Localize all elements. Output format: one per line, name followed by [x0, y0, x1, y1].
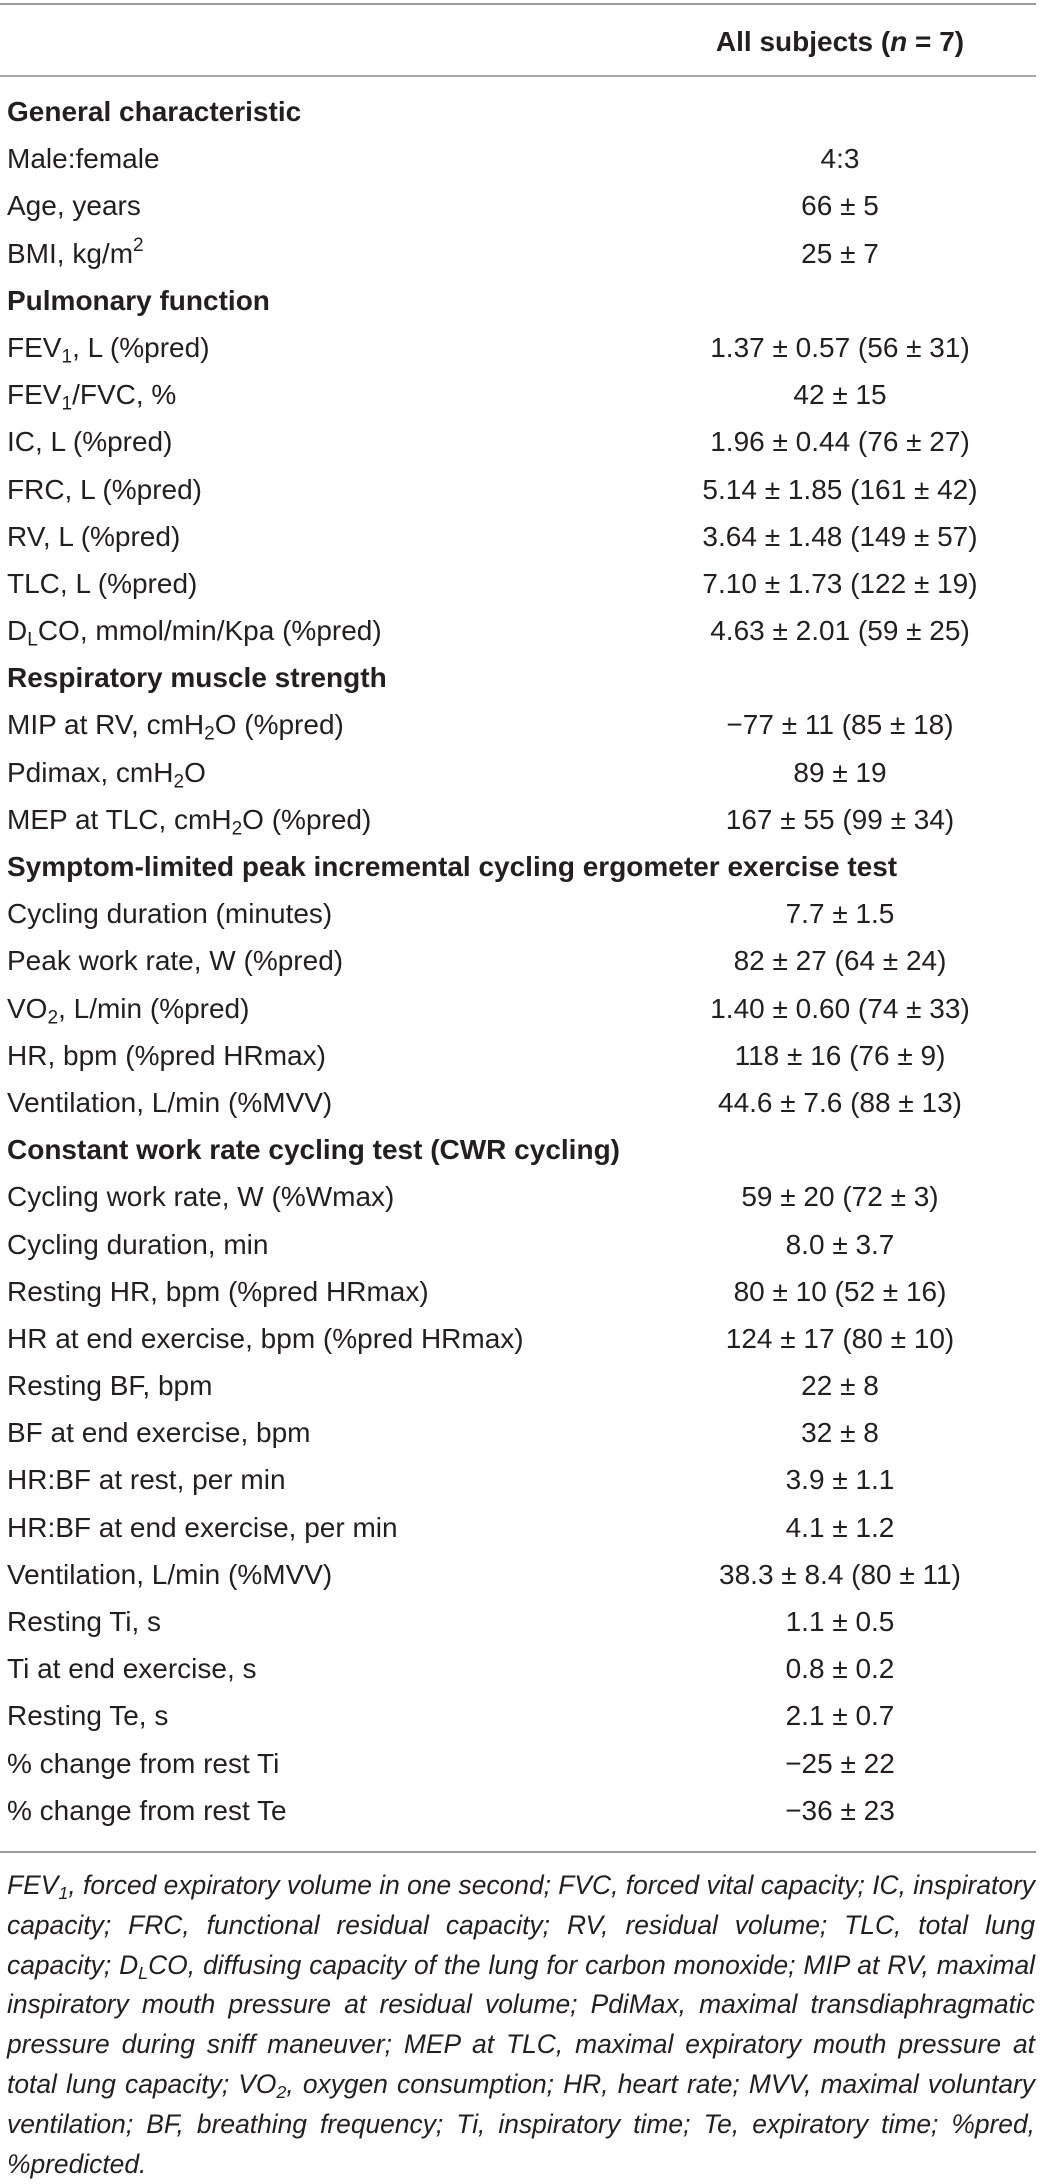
table-row	[0, 985, 1041, 1032]
section-title: Respiratory muscle strength	[7, 662, 387, 694]
row-label: Pdimax, cmH$_2$O	[7, 756, 206, 792]
row-label: Age, years	[7, 190, 141, 222]
table-row	[0, 1173, 1041, 1220]
table-row	[0, 230, 1041, 277]
row-label: FRC, L (%pred)	[7, 473, 203, 505]
table-row	[0, 1409, 1041, 1456]
row-value: −25 ± 22	[785, 1747, 895, 1779]
row-value: 0.8 ± 0.2	[785, 1653, 895, 1685]
row-value: 1.96 ± 0.44 (76 ± 27)	[710, 426, 970, 458]
table-row	[0, 1598, 1041, 1645]
table-row	[0, 182, 1041, 229]
row-value: 7.7 ± 1.5	[785, 898, 895, 930]
row-value: 167 ± 55 (99 ± 34)	[725, 803, 955, 835]
table-row	[0, 1787, 1041, 1834]
row-label: BF at end exercise, bpm	[7, 1417, 311, 1449]
row-label: Resting HR, bpm (%pred HRmax)	[7, 1275, 429, 1307]
row-label: HR:BF at rest, per min	[7, 1464, 286, 1496]
table-row	[0, 418, 1041, 465]
table-row	[0, 560, 1041, 607]
table-row	[0, 890, 1041, 937]
row-label: Peak work rate, W (%pred)	[7, 945, 344, 977]
row-value: 1.40 ± 0.60 (74 ± 33)	[710, 992, 970, 1024]
row-value: 89 ± 19	[793, 756, 887, 788]
row-label: MEP at TLC, cmH$_2$O (%pred)	[7, 803, 372, 840]
row-value: 80 ± 10 (52 ± 16)	[733, 1275, 947, 1307]
row-label: % change from rest Ti	[7, 1747, 280, 1779]
row-value: 1.1 ± 0.5	[785, 1606, 895, 1637]
row-label: BMI, $kg/m^2$	[7, 234, 144, 269]
table-row	[0, 1221, 1041, 1268]
table-top-rule	[0, 3, 1036, 5]
row-label: Male:female	[7, 143, 160, 175]
row-value: 7.10 ± 1.73 (122 ± 19)	[702, 567, 978, 599]
row-value: 38.3 ± 8.4 (80 ± 11)	[719, 1558, 961, 1590]
table-row	[0, 1551, 1041, 1598]
row-label: Resting BF, bpm	[7, 1370, 213, 1402]
table-row	[0, 324, 1041, 371]
row-label: IC, L (%pred)	[7, 426, 173, 458]
row-label: HR, bpm (%pred HRmax)	[7, 1039, 326, 1071]
section-title: Pulmonary function	[7, 284, 270, 316]
table-row	[0, 466, 1041, 513]
row-value: 4.63 ± 2.01 (59 ± 25)	[710, 615, 970, 647]
row-value: 59 ± 20 (72 ± 3)	[741, 1181, 939, 1213]
section-header-row	[0, 277, 1041, 324]
section-header-row	[0, 1126, 1041, 1173]
table-row	[0, 371, 1041, 418]
row-value: −36 ± 23	[785, 1794, 895, 1826]
section-title: General characteristic	[7, 96, 302, 127]
table-row	[0, 1504, 1041, 1551]
table-row	[0, 1456, 1041, 1503]
row-label: % change from rest Te	[7, 1794, 287, 1826]
row-value: 8.0 ± 3.7	[785, 1228, 895, 1260]
row-value: 4:3	[820, 143, 860, 175]
row-label: Cycling duration, min	[7, 1228, 269, 1260]
table-bottom-rule	[0, 1851, 1036, 1853]
table-row	[0, 1032, 1041, 1079]
row-value: 3.9 ± 1.1	[785, 1464, 895, 1496]
section-header-row	[0, 843, 1041, 890]
row-value: 124 ± 17 (80 ± 10)	[725, 1322, 955, 1354]
table-row	[0, 1692, 1041, 1739]
row-value: 25 ± 7	[801, 237, 879, 269]
row-label: $VO_2$, L/min (%pred)	[7, 992, 250, 1028]
table-row	[0, 796, 1041, 843]
row-value: 22 ± 8	[801, 1370, 879, 1402]
row-label: $D_LCO$, mmol/min/Kpa (%pred)	[7, 615, 382, 651]
row-label: MIP at RV, cmH$_2$O (%pred)	[7, 709, 344, 745]
row-value: 32 ± 8	[801, 1417, 879, 1449]
row-label: TLC, L (%pred)	[7, 567, 198, 599]
row-value: 5.14 ± 1.85 (161 ± 42)	[702, 473, 978, 505]
row-value: 82 ± 27 (64 ± 24)	[733, 945, 947, 977]
row-value: −77 ± 11 (85 ± 18)	[726, 709, 954, 741]
row-label: Resting Ti, s	[7, 1606, 162, 1637]
table-row	[0, 1645, 1041, 1692]
row-value: 118 ± 16 (76 ± 9)	[734, 1039, 946, 1071]
row-value: 3.64 ± 1.48 (149 ± 57)	[702, 520, 978, 552]
row-label: Ventilation, L/min (%MVV)	[7, 1086, 333, 1118]
section-header-row	[0, 88, 1041, 135]
row-value: 1.37 ± 0.57 (56 ± 31)	[710, 331, 970, 363]
row-label: $FEV_1$, L (%pred)	[7, 331, 210, 368]
section-title: Constant work rate cycling test (CWR cycling)	[7, 1134, 620, 1166]
row-label: HR at end exercise, bpm (%pred HRmax)	[7, 1322, 524, 1354]
row-value: 2.1 ± 0.7	[785, 1700, 895, 1732]
table-footnote: $FEV_1$, forced expiratory volume in one second; FVC, forced vital capacity; IC, inspiratory capacity; FRC, functional residual capacity; RV, residual volume; TLC, total lung capacity; $D_LCO$, diffusing capacity of the lung for carbon monoxide; MIP at RV, maximal inspiratory mouth pressure at residual volume; PdiMax, maximal transdiaphragmatic pressure during sniff maneuver; MEP at TLC, maximal expiratory mouth pressure at total lung capacity; $VO_2$, oxygen consumption; HR, heart rate; MVV, maximal voluntary ventilation; BF, breathing frequency; Ti, inspiratory time; Te, expiratory time; %pred, %predicted.	[7, 1870, 1035, 2179]
row-label: HR:BF at end exercise, per min	[7, 1511, 398, 1543]
table-row	[0, 513, 1041, 560]
column-header-all-subjects: All subjects (n = 7)	[715, 26, 965, 57]
row-value: 44.6 ± 7.6 (88 ± 13)	[718, 1086, 962, 1118]
table-body	[0, 88, 1041, 1834]
row-value: 42 ± 15	[793, 379, 887, 411]
table-row	[0, 1740, 1041, 1787]
row-label: Resting Te, s	[7, 1700, 169, 1732]
row-label: $FEV_1$/FVC, %	[7, 379, 177, 415]
row-value: 4.1 ± 1.2	[785, 1511, 895, 1543]
table-row	[0, 749, 1041, 796]
section-title: Symptom-limited peak incremental cycling ergometer exercise test	[7, 851, 898, 882]
section-header-row	[0, 654, 1041, 701]
row-label: Ventilation, L/min (%MVV)	[7, 1558, 333, 1590]
table-row	[0, 701, 1041, 748]
row-label: RV, L (%pred)	[7, 520, 181, 552]
table-row	[0, 1268, 1041, 1315]
table-row	[0, 1315, 1041, 1362]
row-label: Cycling work rate, W (%Wmax)	[7, 1181, 395, 1213]
row-label: Cycling duration (minutes)	[7, 898, 333, 930]
table-row	[0, 937, 1041, 984]
header-rule	[0, 75, 1036, 77]
table-row	[0, 1362, 1041, 1409]
row-value: 66 ± 5	[801, 190, 879, 222]
table-row	[0, 135, 1041, 182]
table-row	[0, 1079, 1041, 1126]
table-row	[0, 607, 1041, 654]
row-label: Ti at end exercise, s	[7, 1653, 257, 1685]
